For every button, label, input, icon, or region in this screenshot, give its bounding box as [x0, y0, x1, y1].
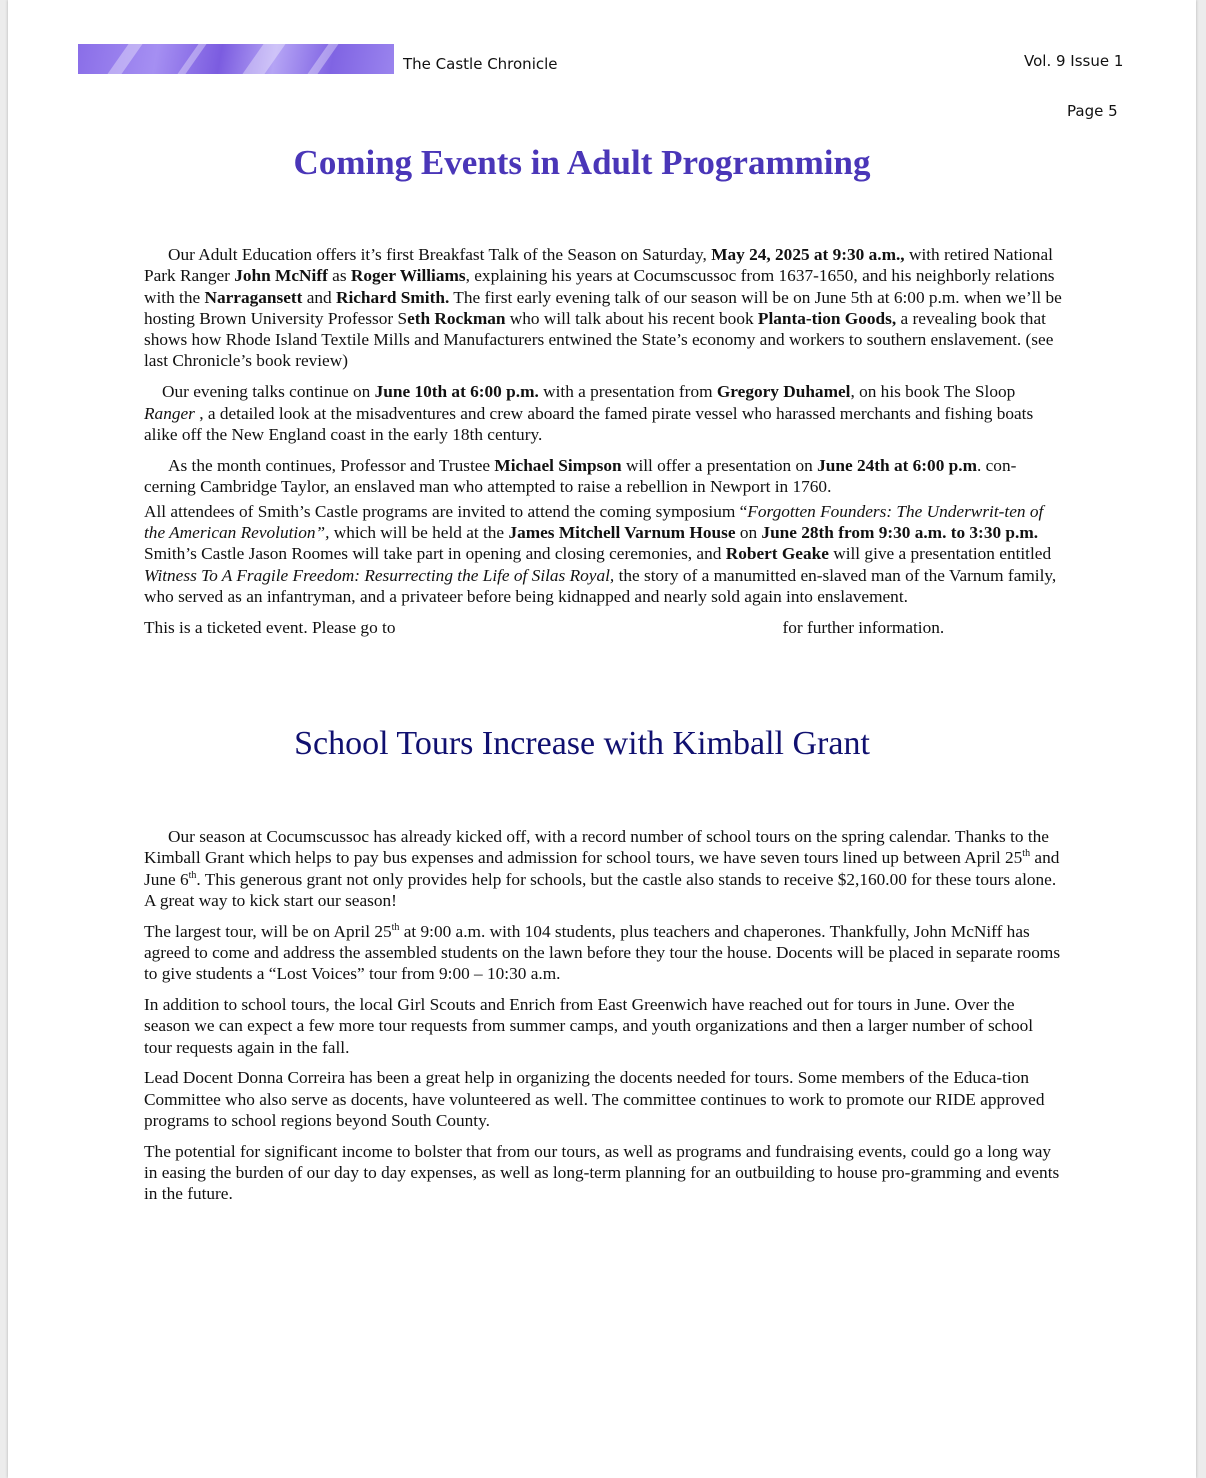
issue-label: Vol. 9 Issue 1	[1024, 52, 1124, 70]
newsletter-page	[8, 0, 1196, 1478]
paragraph: The largest tour, will be on April 25th at 9:00 a.m. with 104 students, plus teachers and chaperones. Thankfully, John McNiff has agreed to come and address the assembled students on the lawn before they tour the house. Docents will be placed in separate rooms to give students a “Lost Voices” tour from 9:00 – 10:30 a.m.	[144, 921, 1061, 984]
paragraph: Our evening talks continue on June 10th at 6:00 p.m. with a presentation from Gregory Duhamel, on his book The Sloop Ranger , a detailed look at the misadventures and crew aboard the famed pirate vessel who harassed merchants and fishing boats alike off the New England coast in the early 18th century.	[144, 382, 1034, 444]
publication-name: The Castle Chronicle	[403, 55, 558, 73]
header-banner-graphic	[78, 44, 394, 74]
section-title-adult-programming: Coming Events in Adult Programming	[293, 143, 871, 182]
paragraph: This is a ticketed event. Please go to for further information.	[144, 617, 945, 637]
section-title-school-tours: School Tours Increase with Kimball Grant	[294, 725, 870, 762]
paragraph: The potential for significant income to bolster that from our tours, as well as programs and fundraising events, could go a long way in easing the burden of our day to day expenses, as well as long-term planning for an outbuilding to house pro-gramming and events in the future.	[144, 1141, 1060, 1204]
page-number: Page 5	[1067, 102, 1118, 120]
adult-programming-body	[144, 244, 1064, 647]
paragraph: Our Adult Education offers it’s first Breakfast Talk of the Season on Saturday, May 24, 2025 at 9:30 a.m., with retired National Park Ranger John McNiff as Roger Williams, explaining his years at Cocumscussoc from 1637-1650, and his neighborly relations with the Narragansett and Richard Smith. The first early evening talk of our season will be on June 5th at 6:00 p.m. when we’ll be hosting Brown University Professor Seth Rockman who will talk about his recent book Planta-tion Goods, a revealing book that shows how Rhode Island Textile Mills and Manufacturers entwined the State’s economy and workers to southern enslavement. (see last Chronicle’s book review)	[144, 245, 1062, 371]
school-tours-body	[144, 826, 1064, 1214]
paragraph: Our season at Cocumscussoc has already kicked off, with a record number of school tours on the spring calendar. Thanks to the Kimball Grant which helps to pay bus expenses and admission for school tours, we have seven tours lined up between April 25th and June 6th. This generous grant not only provides help for schools, but the castle also stands to receive $2,160.00 for these tours alone. A great way to kick start our season!	[144, 827, 1060, 910]
paragraph: All attendees of Smith’s Castle programs are invited to attend the coming symposium “Forgotten Founders: The Underwrit-ten of the American Revolution”, which will be held at the James Mitchell Varnum House on June 28th from 9:30 a.m. to 3:30 p.m. Smith’s Castle Jason Roomes will take part in opening and closing ceremonies, and Robert Geake will give a presentation entitled Witness To A Fragile Freedom: Resurrecting the Life of Silas Royal, the story of a manumitted en-slaved man of the Varnum family, who served as an infantryman, and a privateer before being kidnapped and nearly sold again into enslavement.	[144, 501, 1057, 606]
paragraph: In addition to school tours, the local Girl Scouts and Enrich from East Greenwich have reached out for tours in June. Over the season we can expect a few more tour requests from summer camps, and youth organizations and then a larger number of school tour requests again in the fall.	[144, 995, 1034, 1057]
paragraph: As the month continues, Professor and Trustee Michael Simpson will offer a presentation on June 24th at 6:00 p.m. con-cerning Cambridge Taylor, an enslaved man who attempted to raise a rebellion in Newport in 1760.	[144, 455, 1017, 496]
paragraph: Lead Docent Donna Correira has been a great help in organizing the docents needed for tours. Some members of the Educa-tion Committee who also serve as docents, have volunteered as well. The committee continues to work to promote our RIDE approved programs to school regions beyond South County.	[144, 1068, 1045, 1131]
